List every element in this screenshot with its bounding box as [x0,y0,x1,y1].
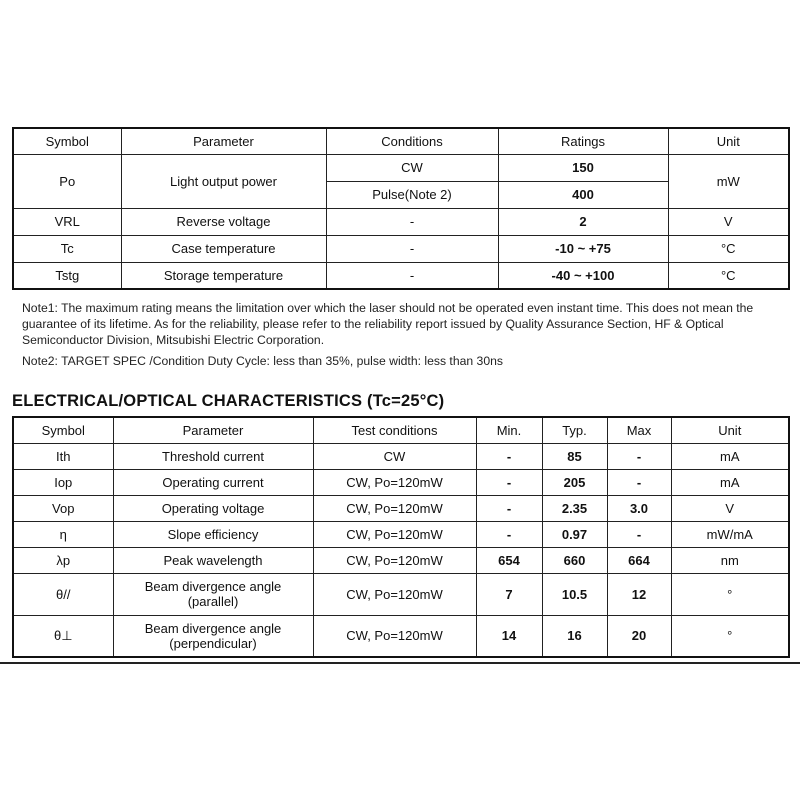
row-symbol: λp [13,547,113,573]
row-conditions: CW, Po=120mW [313,469,476,495]
row-parameter: Case temperature [121,235,326,262]
char-header-typ: Typ. [542,417,607,443]
row-symbol: Ith [13,443,113,469]
row-max: 664 [607,547,671,573]
row-conditions: CW [313,443,476,469]
row-parameter: Operating voltage [113,495,313,521]
row-typ: 0.97 [542,521,607,547]
row-typ: 660 [542,547,607,573]
po-rating-cw: 150 [498,154,668,181]
row-parameter: Threshold current [113,443,313,469]
row-unit: mA [671,469,789,495]
row-unit: nm [671,547,789,573]
table-row [13,208,789,235]
row-unit: mA [671,443,789,469]
char-header-test-conditions: Test conditions [313,417,476,443]
row-max: 12 [607,573,671,615]
row-symbol: Tstg [13,262,121,289]
row-symbol: θ// [13,573,113,615]
row-conditions: CW, Po=120mW [313,615,476,657]
row-typ: 205 [542,469,607,495]
ratings-header-ratings: Ratings [498,128,668,154]
row-parameter-line2: (parallel) [187,594,239,609]
table-row [13,443,789,469]
row-conditions: - [326,208,498,235]
section-title: ELECTRICAL/OPTICAL CHARACTERISTICS (Tc=25°C) [12,392,445,410]
char-header-symbol: Symbol [13,417,113,443]
row-parameter: Peak wavelength [113,547,313,573]
row-symbol: θ⊥ [13,615,113,657]
row-symbol: VRL [13,208,121,235]
row-parameter: Slope efficiency [113,521,313,547]
row-symbol: Iop [13,469,113,495]
row-conditions: - [326,262,498,289]
char-header-min: Min. [476,417,542,443]
row-min: - [476,521,542,547]
po-parameter: Light output power [121,154,326,208]
row-conditions: CW, Po=120mW [313,495,476,521]
row-min: - [476,495,542,521]
row-unit: °C [668,262,789,289]
po-rating-pulse: 400 [498,181,668,208]
table-row [13,547,789,573]
po-condition-cw: CW [326,154,498,181]
row-rating: -40 ~ +100 [498,262,668,289]
row-parameter-line1: Beam divergence angle [144,579,282,594]
row-unit: °C [668,235,789,262]
characteristics-header-row [13,417,789,443]
ratings-header-row [13,128,789,154]
ratings-header-parameter: Parameter [121,128,326,154]
char-header-unit: Unit [671,417,789,443]
table-row [13,521,789,547]
note-1: Note1: The maximum rating means the limitation over which the laser should not be operated even instant time. This does not mean the guarantee of its lifetime. As for the reliability, please refer to the reliability report issued by Quality Assurance Section, HF & Optical Semiconductor Division, Mitsubishi Electric Corporation. [22,301,754,347]
row-min: - [476,443,542,469]
notes-block [22,300,792,369]
ratings-header-conditions: Conditions [326,128,498,154]
row-typ: 2.35 [542,495,607,521]
row-max: 20 [607,615,671,657]
row-min: 654 [476,547,542,573]
table-row [13,235,789,262]
row-max: - [607,521,671,547]
table-row [13,469,789,495]
row-symbol: η [13,521,113,547]
row-conditions: CW, Po=120mW [313,547,476,573]
table-row [13,573,789,615]
row-parameter-line2: (perpendicular) [169,635,257,651]
po-symbol: Po [13,154,121,208]
row-min: - [476,469,542,495]
ratings-header-symbol: Symbol [13,128,121,154]
row-parameter: Storage temperature [121,262,326,289]
row-conditions: - [326,235,498,262]
table-row [13,615,789,657]
char-header-max: Max [607,417,671,443]
row-unit: V [668,208,789,235]
row-unit: V [671,495,789,521]
row-conditions: CW, Po=120mW [313,573,476,615]
row-min: 7 [476,573,542,615]
row-parameter [113,615,313,657]
row-symbol: Vop [13,495,113,521]
row-max: - [607,469,671,495]
row-max: - [607,443,671,469]
row-rating: 2 [498,208,668,235]
table-row [13,262,789,289]
row-typ: 16 [542,615,607,657]
bottom-rule [0,662,800,664]
row-rating: -10 ~ +75 [498,235,668,262]
row-min: 14 [476,615,542,657]
row-symbol: Tc [13,235,121,262]
table-row [13,154,789,181]
row-parameter: Reverse voltage [121,208,326,235]
row-parameter-line1: Beam divergence angle [144,620,282,636]
absolute-maximum-ratings-table [12,127,790,290]
po-unit: mW [668,154,789,208]
row-parameter: Operating current [113,469,313,495]
note-2: Note2: TARGET SPEC /Condition Duty Cycle: less than 35%, pulse width: less than 30ns [22,354,503,368]
electrical-optical-characteristics-table [12,416,790,658]
table-row [13,495,789,521]
ratings-header-unit: Unit [668,128,789,154]
row-unit: ° [671,573,789,615]
row-parameter [113,573,313,615]
po-condition-pulse: Pulse(Note 2) [326,181,498,208]
row-conditions: CW, Po=120mW [313,521,476,547]
row-max: 3.0 [607,495,671,521]
row-unit: mW/mA [671,521,789,547]
row-typ: 85 [542,443,607,469]
row-unit: ° [671,615,789,657]
row-typ: 10.5 [542,573,607,615]
char-header-parameter: Parameter [113,417,313,443]
